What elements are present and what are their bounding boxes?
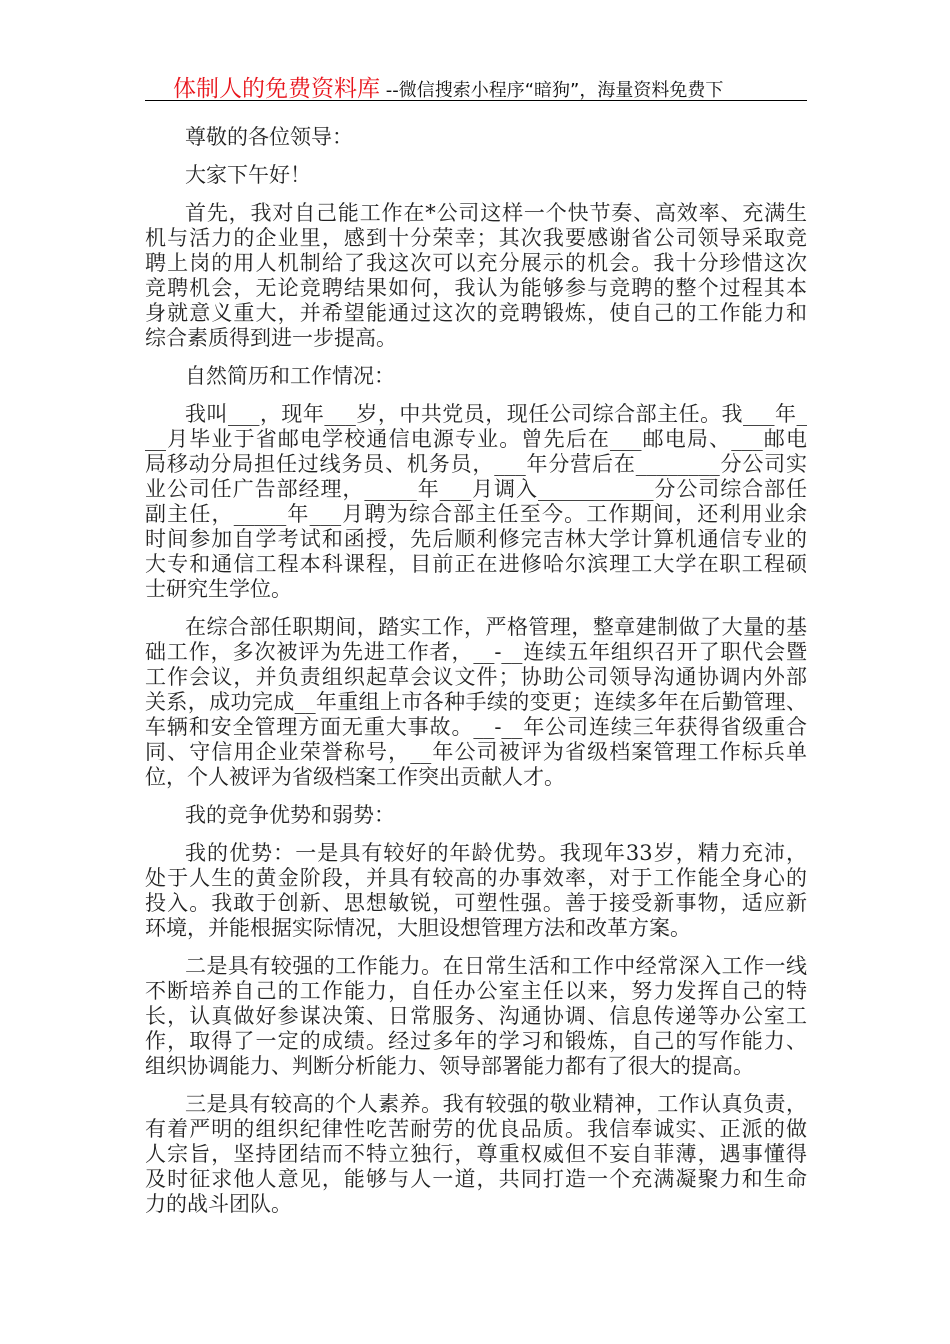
text-line: __月毕业于省邮电学校通信电源专业。曾先后在___邮电局、___邮电 xyxy=(145,427,807,451)
text-line: 时间参加自学考试和函授，先后顺利修完吉林大学计算机通信专业的 xyxy=(145,527,807,551)
text-line: 及时征求他人意见，能够与人一道，共同打造一个充满凝聚力和生命 xyxy=(145,1167,807,1191)
text-line: 大家下午好！ xyxy=(185,163,311,187)
text-line: 在综合部任职期间，踏实工作，严格管理，整章建制做了大量的基 xyxy=(185,615,807,639)
text-line: 自然简历和工作情况： xyxy=(185,364,395,388)
header-brand: 体制人的免费资料库 xyxy=(173,76,380,102)
text-line: 有着严明的组织纪律性吃苦耐劳的优良品质。我信奉诚实、正派的做 xyxy=(145,1117,807,1141)
text-line: 我的优势：一是具有较好的年龄优势。我现年33岁，精力充沛， xyxy=(185,841,807,865)
text-line: 副主任，_____年___月聘为综合部主任至今。工作期间，还利用业余 xyxy=(145,502,807,526)
text-line: 关系，成功完成__年重组上市各种手续的变更；连续多年在后勤管理、 xyxy=(145,690,807,714)
text-line: 处于人生的黄金阶段，并具有较高的办事效率，对于工作能全身心的 xyxy=(145,866,807,890)
text-line: 长，认真做好参谋决策、日常服务、沟通协调、信息传递等办公室工 xyxy=(145,1004,807,1028)
text-line: 二是具有较强的工作能力。在日常生活和工作中经常深入工作一线 xyxy=(185,954,807,978)
text-line: 作，取得了一定的成绩。经过多年的学习和锻炼，自己的写作能力、 xyxy=(145,1029,807,1053)
text-line: 士研究生学位。 xyxy=(145,577,292,601)
text-line: 力的战斗团队。 xyxy=(145,1192,292,1216)
text-line: 不断培养自己的工作能力，自任办公室主任以来，努力发挥自己的特 xyxy=(145,979,807,1003)
text-line: 尊敬的各位领导： xyxy=(185,125,353,149)
text-line: 投入。我敢于创新、思想敏锐，可塑性强。善于接受新事物，适应新 xyxy=(145,891,807,915)
text-line: 人宗旨，坚持团结而不特立独行，尊重权威但不妄自菲薄，遇事懂得 xyxy=(145,1142,807,1166)
paragraph xyxy=(145,163,807,188)
paragraph xyxy=(145,402,807,602)
document-body xyxy=(145,125,807,1230)
paragraph xyxy=(145,803,807,828)
paragraph xyxy=(145,841,807,941)
text-line: 础工作，多次被评为先进工作者，__-__连续五年组织召开了职代会暨 xyxy=(145,640,807,664)
text-line: 首先，我对自己能工作在*公司这样一个快节奏、高效率、充满生 xyxy=(185,201,807,225)
paragraph xyxy=(145,364,807,389)
text-line: 我叫___，现年___岁，中共党员，现任公司综合部主任。我___年_ xyxy=(185,402,807,426)
text-line: 竞聘机会，无论竞聘结果如何，我认为能够参与竞聘的整个过程其本 xyxy=(145,276,807,300)
text-line: 大专和通信工程本科课程，目前正在进修哈尔滨理工大学在职工程硕 xyxy=(145,552,807,576)
text-line: 同、守信用企业荣誉称号，__年公司被评为省级档案管理工作标兵单 xyxy=(145,740,807,764)
text-line: 车辆和安全管理方面无重大事故。__-__年公司连续三年获得省级重合 xyxy=(145,715,807,739)
text-line: 三是具有较高的个人素养。我有较强的敬业精神，工作认真负责， xyxy=(185,1092,807,1116)
paragraph xyxy=(145,954,807,1079)
text-line: 环境，并能根据实际情况，大胆设想管理方法和改革方案。 xyxy=(145,916,691,940)
text-line: 局移动分局担任过线务员、机务员，___年分营后在________分公司实 xyxy=(145,452,807,476)
page-header xyxy=(145,70,807,101)
paragraph xyxy=(145,125,807,150)
text-line: 工作会议，并负责组织起草会议文件；协助公司领导沟通协调内外部 xyxy=(145,665,807,689)
text-line: 业公司任广告部经理，_____年___月调入___________分公司综合部任 xyxy=(145,477,807,501)
text-line: 我的竞争优势和弱势： xyxy=(185,803,395,827)
paragraph xyxy=(145,201,807,351)
text-line: 机与活力的企业里，感到十分荣幸；其次我要感谢省公司领导采取竞 xyxy=(145,226,807,250)
header-slogan: --微信搜索小程序“暗狗”，海量资料免费下 xyxy=(380,80,724,101)
paragraph xyxy=(145,615,807,790)
text-line: 综合素质得到进一步提高。 xyxy=(145,326,397,350)
paragraph xyxy=(145,1092,807,1217)
text-line: 身就意义重大，并希望能通过这次的竞聘锻炼，使自己的工作能力和 xyxy=(145,301,807,325)
text-line: 聘上岗的用人机制给了我这次可以充分展示的机会。我十分珍惜这次 xyxy=(145,251,807,275)
text-line: 组织协调能力、判断分析能力、领导部署能力都有了很大的提高。 xyxy=(145,1054,754,1078)
text-line: 位，个人被评为省级档案工作突出贡献人才。 xyxy=(145,765,565,789)
